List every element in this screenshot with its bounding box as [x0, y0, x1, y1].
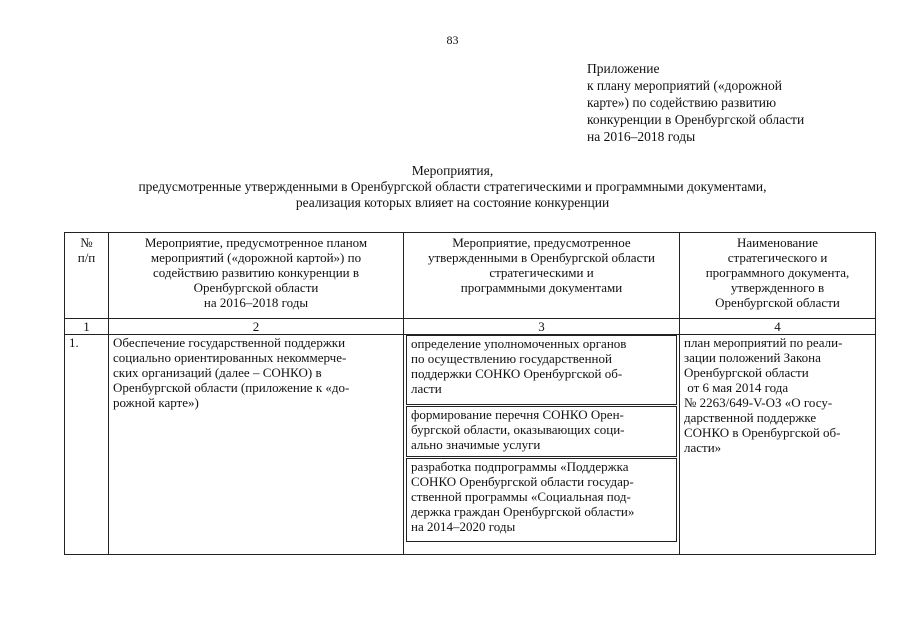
header-strategic-measure [404, 233, 680, 319]
cell-line: ласти» [684, 440, 722, 455]
cell-line: Оренбургской области [684, 365, 809, 380]
column-number: 3 [404, 319, 680, 335]
cell-line: № 2263/649-V-ОЗ «О госу- [684, 395, 833, 410]
row-document-name [680, 335, 876, 555]
header-line: Оренбургской области [193, 280, 319, 295]
cell-line: держка граждан Оренбургской области» [411, 504, 635, 519]
header-document-name [680, 233, 876, 319]
cell-line: от 6 мая 2014 года [684, 380, 789, 395]
header-line: № [80, 235, 93, 250]
cell-line: поддержки СОНКО Оренбургской об- [411, 366, 623, 381]
column-number: 1 [65, 319, 109, 335]
cell-line: бургской области, оказывающих соци- [411, 422, 625, 437]
cell-line: план мероприятий по реали- [684, 335, 843, 350]
page-number: 83 [446, 33, 459, 47]
cell-line: рожной карте») [113, 395, 199, 410]
cell-line: ственной программы «Социальная под- [411, 489, 631, 504]
cell-line: ально значимые услуги [411, 437, 541, 452]
cell-line: формирование перечня СОНКО Орен- [411, 407, 624, 422]
header-plan-measure [109, 233, 404, 319]
document-title [0, 163, 905, 211]
appendix-note [587, 60, 887, 145]
activity-block [406, 458, 677, 542]
header-line: п/п [77, 250, 96, 265]
column-number: 2 [109, 319, 404, 335]
cell-line: Обеспечение государственной поддержки [113, 335, 346, 350]
header-line: Мероприятие, предусмотренное планом [144, 235, 368, 250]
row-strategic-measures [404, 335, 680, 555]
cell-line: зации положений Закона [684, 350, 821, 365]
cell-line: социально ориентированных некоммерче- [113, 350, 347, 365]
header-line: на 2016–2018 годы [203, 295, 309, 310]
header-line: утвержденного в [730, 280, 825, 295]
activity-block [406, 406, 677, 457]
cell-line: ских организаций (далее – СОНКО) в [113, 365, 322, 380]
table-row [65, 335, 876, 555]
table-header-row [65, 233, 876, 319]
cell-line: по осуществлению государственной [411, 351, 612, 366]
header-line: стратегическими и [489, 265, 594, 280]
header-line: содействию развитию конкуренции в [152, 265, 360, 280]
appendix-line: карте») по содействию развитию [587, 95, 777, 110]
appendix-line: к плану мероприятий («дорожной [587, 78, 782, 93]
cell-line: СОНКО в Оренбургской об- [684, 425, 841, 440]
header-number [65, 233, 109, 319]
column-number: 4 [680, 319, 876, 335]
title-line: предусмотренные утвержденными в Оренбургской области стратегическими и программными документами, [138, 179, 767, 194]
header-line: утвержденными в Оренбургской области [427, 250, 655, 265]
title-line: Мероприятия, [411, 163, 494, 178]
activity-block [406, 335, 677, 405]
header-line: мероприятий («дорожной картой») по [150, 250, 362, 265]
header-line: стратегического и [727, 250, 828, 265]
header-line: Наименование [737, 235, 818, 250]
header-line: программного документа, [705, 265, 850, 280]
title-line: реализация которых влияет на состояние конкуренции [295, 195, 610, 210]
header-line: Оренбургской области [715, 295, 840, 310]
row-number: 1. [65, 335, 109, 555]
cell-line: СОНКО Оренбургской области государ- [411, 474, 634, 489]
cell-line: ласти [411, 381, 442, 396]
column-number-row [65, 319, 876, 335]
cell-line: дарственной поддержке [684, 410, 817, 425]
cell-line: разработка подпрограммы «Поддержка [411, 459, 629, 474]
cell-line: определение уполномоченных органов [411, 336, 627, 351]
cell-line: на 2014–2020 годы [411, 519, 516, 534]
measures-table [64, 232, 876, 555]
header-line: Мероприятие, предусмотренное [452, 235, 631, 250]
appendix-line: на 2016–2018 годы [587, 129, 696, 144]
cell-line: Оренбургской области (приложение к «до- [113, 380, 350, 395]
header-line: программными документами [460, 280, 623, 295]
row-plan-measure [109, 335, 404, 555]
appendix-line: Приложение [587, 61, 660, 76]
appendix-line: конкуренции в Оренбургской области [587, 112, 805, 127]
